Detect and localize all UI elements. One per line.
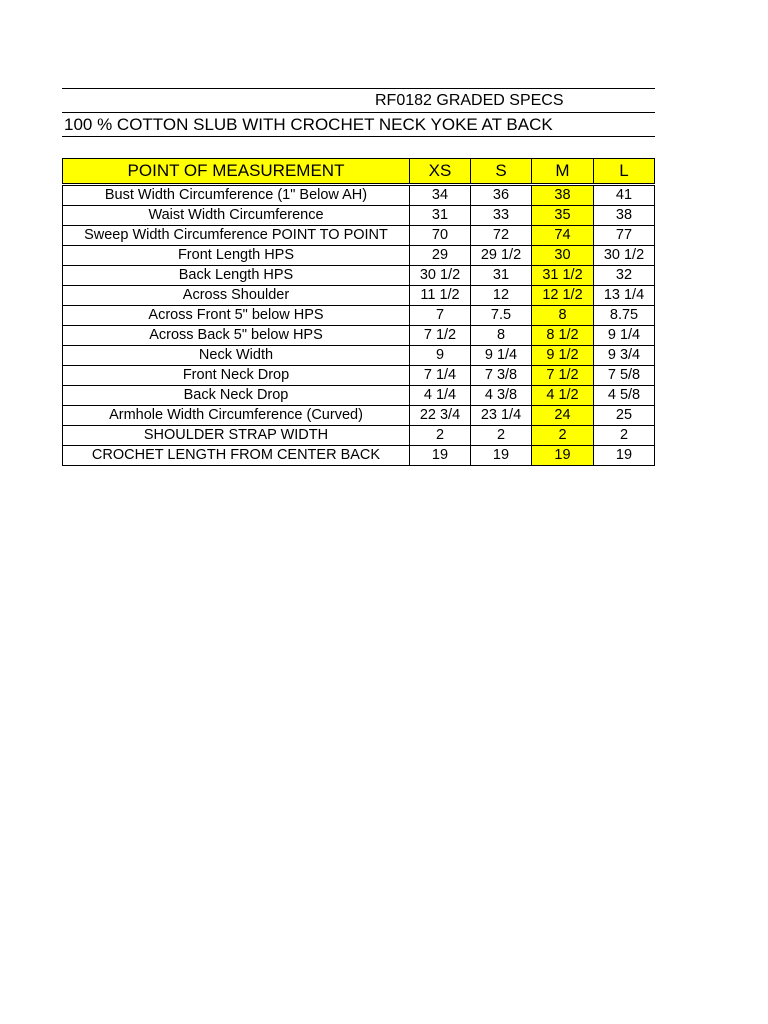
value-m: 35 bbox=[532, 206, 594, 226]
value-s: 4 3/8 bbox=[471, 386, 532, 406]
value-xs: 2 bbox=[410, 426, 471, 446]
value-l: 19 bbox=[594, 446, 655, 466]
value-l: 38 bbox=[594, 206, 655, 226]
value-xs: 9 bbox=[410, 346, 471, 366]
column-header-xs: XS bbox=[410, 159, 471, 185]
document-subtitle: 100 % COTTON SLUB WITH CROCHET NECK YOKE AT BACK bbox=[64, 115, 553, 134]
table-row bbox=[63, 306, 655, 326]
table-row bbox=[63, 206, 655, 226]
value-xs: 7 1/2 bbox=[410, 326, 471, 346]
value-s: 19 bbox=[471, 446, 532, 466]
measurement-name: Across Back 5" below HPS bbox=[63, 326, 410, 346]
value-xs: 31 bbox=[410, 206, 471, 226]
value-s: 36 bbox=[471, 185, 532, 206]
measurement-name: Back Neck Drop bbox=[63, 386, 410, 406]
value-m: 2 bbox=[532, 426, 594, 446]
column-header-m: M bbox=[532, 159, 594, 185]
value-l: 77 bbox=[594, 226, 655, 246]
table-header-row bbox=[63, 159, 655, 185]
value-m: 30 bbox=[532, 246, 594, 266]
value-xs: 19 bbox=[410, 446, 471, 466]
measurement-name: CROCHET LENGTH FROM CENTER BACK bbox=[63, 446, 410, 466]
value-l: 9 1/4 bbox=[594, 326, 655, 346]
measurement-name: Waist Width Circumference bbox=[63, 206, 410, 226]
measurement-name: SHOULDER STRAP WIDTH bbox=[63, 426, 410, 446]
title-row bbox=[62, 88, 655, 112]
measurement-name: Across Shoulder bbox=[63, 286, 410, 306]
value-s: 23 1/4 bbox=[471, 406, 532, 426]
value-l: 8.75 bbox=[594, 306, 655, 326]
value-m: 31 1/2 bbox=[532, 266, 594, 286]
value-xs: 4 1/4 bbox=[410, 386, 471, 406]
value-l: 4 5/8 bbox=[594, 386, 655, 406]
measurement-name: Bust Width Circumference (1" Below AH) bbox=[63, 185, 410, 206]
value-xs: 70 bbox=[410, 226, 471, 246]
column-header-point-of-measurement: POINT OF MEASUREMENT bbox=[63, 159, 410, 185]
table-row bbox=[63, 266, 655, 286]
value-s: 7 3/8 bbox=[471, 366, 532, 386]
measurement-name: Armhole Width Circumference (Curved) bbox=[63, 406, 410, 426]
value-xs: 22 3/4 bbox=[410, 406, 471, 426]
table-row bbox=[63, 326, 655, 346]
value-l: 13 1/4 bbox=[594, 286, 655, 306]
measurement-name: Sweep Width Circumference POINT TO POINT bbox=[63, 226, 410, 246]
value-xs: 29 bbox=[410, 246, 471, 266]
table-row bbox=[63, 366, 655, 386]
value-m: 24 bbox=[532, 406, 594, 426]
table-row bbox=[63, 286, 655, 306]
document-title: RF0182 GRADED SPECS bbox=[375, 92, 564, 109]
value-s: 8 bbox=[471, 326, 532, 346]
value-xs: 30 1/2 bbox=[410, 266, 471, 286]
value-l: 41 bbox=[594, 185, 655, 206]
value-m: 7 1/2 bbox=[532, 366, 594, 386]
table-row bbox=[63, 346, 655, 366]
measurement-name: Across Front 5" below HPS bbox=[63, 306, 410, 326]
value-xs: 7 1/4 bbox=[410, 366, 471, 386]
subtitle-row bbox=[62, 112, 655, 137]
value-m: 74 bbox=[532, 226, 594, 246]
value-xs: 7 bbox=[410, 306, 471, 326]
table-row bbox=[63, 226, 655, 246]
value-m: 8 1/2 bbox=[532, 326, 594, 346]
measurement-name: Neck Width bbox=[63, 346, 410, 366]
column-header-l: L bbox=[594, 159, 655, 185]
value-m: 12 1/2 bbox=[532, 286, 594, 306]
value-l: 9 3/4 bbox=[594, 346, 655, 366]
value-l: 2 bbox=[594, 426, 655, 446]
value-s: 9 1/4 bbox=[471, 346, 532, 366]
measurement-name: Front Length HPS bbox=[63, 246, 410, 266]
measurement-name: Back Length HPS bbox=[63, 266, 410, 286]
value-s: 12 bbox=[471, 286, 532, 306]
table-row bbox=[63, 185, 655, 206]
value-m: 4 1/2 bbox=[532, 386, 594, 406]
value-s: 31 bbox=[471, 266, 532, 286]
value-l: 30 1/2 bbox=[594, 246, 655, 266]
value-m: 8 bbox=[532, 306, 594, 326]
value-s: 2 bbox=[471, 426, 532, 446]
value-s: 29 1/2 bbox=[471, 246, 532, 266]
value-m: 38 bbox=[532, 185, 594, 206]
value-s: 72 bbox=[471, 226, 532, 246]
value-s: 33 bbox=[471, 206, 532, 226]
table-row bbox=[63, 426, 655, 446]
value-xs: 34 bbox=[410, 185, 471, 206]
value-m: 9 1/2 bbox=[532, 346, 594, 366]
value-l: 25 bbox=[594, 406, 655, 426]
measurement-name: Front Neck Drop bbox=[63, 366, 410, 386]
table-row bbox=[63, 246, 655, 266]
value-s: 7.5 bbox=[471, 306, 532, 326]
graded-specs-table bbox=[62, 158, 655, 466]
table-row bbox=[63, 406, 655, 426]
value-m: 19 bbox=[532, 446, 594, 466]
table-row bbox=[63, 386, 655, 406]
value-l: 32 bbox=[594, 266, 655, 286]
column-header-s: S bbox=[471, 159, 532, 185]
table-row bbox=[63, 446, 655, 466]
value-l: 7 5/8 bbox=[594, 366, 655, 386]
value-xs: 11 1/2 bbox=[410, 286, 471, 306]
